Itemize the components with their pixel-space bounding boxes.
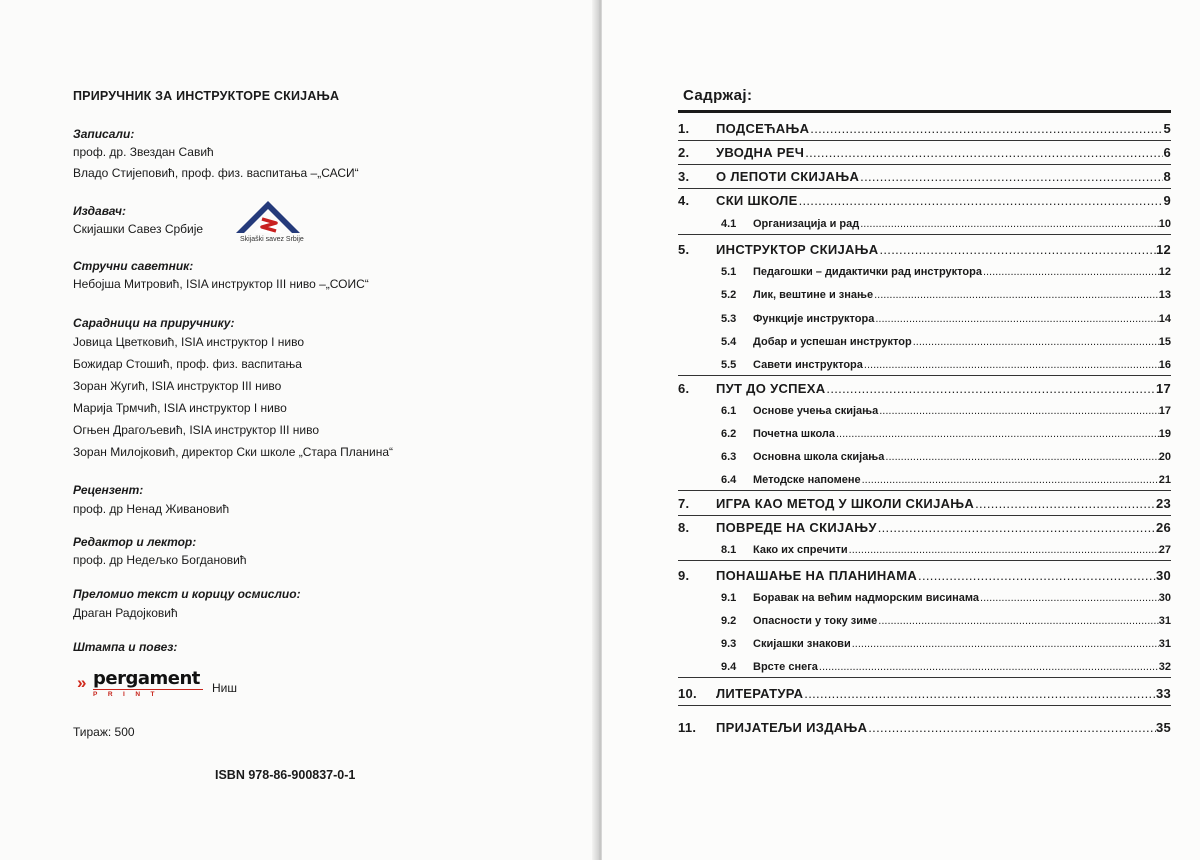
toc-number: 5.5 [721, 359, 737, 371]
toc-title: ПУТ ДО УСПЕХА [716, 381, 826, 396]
toc-number: 10. [678, 686, 697, 701]
toc-number: 1. [678, 121, 690, 136]
toc-leader-dots [804, 145, 1163, 160]
toc-subsection [678, 218, 1171, 230]
design-label: Преломио текст и корицу осмислио: [73, 587, 301, 601]
toc-separator [678, 677, 1171, 678]
toc-number: 5.2 [721, 289, 737, 301]
toc-number: 8.1 [721, 544, 737, 556]
toc-chapter [678, 121, 1171, 136]
toc-subsection [678, 592, 1171, 604]
toc-separator [678, 164, 1171, 165]
toc-chapter [678, 686, 1171, 701]
editor-label: Редактор и лектор: [73, 535, 197, 549]
toc-leader-dots [851, 638, 1159, 650]
toc-page-number: 27 [1158, 544, 1171, 556]
isbn: ISBN 978-86-900837-0-1 [215, 768, 356, 782]
toc-number: 6.3 [721, 451, 737, 463]
toc-subsection [678, 359, 1171, 371]
toc-title: ПОДСЕЋАЊА [716, 121, 810, 136]
toc-title: Добар и успешан инструктор [753, 336, 912, 348]
toc-title: Скијашки знакови [753, 638, 851, 650]
logo-caption: Skijaški savez Srbije [240, 236, 304, 243]
toc-leader-dots [877, 520, 1156, 535]
consultant-label: Стручни саветник: [73, 259, 194, 273]
toc-leader-dots [877, 615, 1158, 627]
toc-page-number: 12 [1158, 266, 1171, 278]
toc-separator [678, 234, 1171, 235]
toc-title: Боравак на већим надморским висинама [753, 592, 980, 604]
toc-separator [678, 560, 1171, 561]
collaborators-label: Сарадници на приручнику: [73, 316, 235, 330]
toc-leader-dots [878, 405, 1159, 417]
toc-separator [678, 375, 1171, 376]
collaborator-line: Јовица Цветковић, ISIA инструктор I ниво [73, 335, 305, 349]
toc-number: 6.1 [721, 405, 737, 417]
toc-title: Методске напомене [753, 474, 861, 486]
toc-leader-dots [979, 592, 1159, 604]
toc-leader-dots [912, 336, 1159, 348]
design-line: Драган Радојковић [73, 606, 178, 620]
toc-title: Педагошки – дидактички рад инструктора [753, 266, 982, 278]
toc-separator [678, 140, 1171, 141]
toc-leader-dots [825, 381, 1156, 396]
toc-number: 9.1 [721, 592, 737, 604]
toc-title: Основна школа скијања [753, 451, 885, 463]
toc-title: ИГРА КАО МЕТОД У ШКОЛИ СКИЈАЊА [716, 496, 975, 511]
toc-separator [678, 188, 1171, 189]
toc-page-number: 19 [1158, 428, 1171, 440]
mountain-logo-icon [232, 197, 304, 237]
toc-subsection [678, 266, 1171, 278]
contents-page [602, 0, 1200, 860]
toc-page-number: 31 [1158, 638, 1171, 650]
printer-sub: PRINT [93, 691, 165, 698]
toc-leader-dots [818, 661, 1159, 673]
toc-number: 6. [678, 381, 690, 396]
printer-city: Ниш [212, 681, 237, 695]
toc-page-number: 14 [1158, 313, 1171, 325]
toc-title: СКИ ШКОЛЕ [716, 193, 798, 208]
toc-subsection [678, 451, 1171, 463]
toc-page-number: 35 [1155, 720, 1171, 735]
toc-separator [678, 515, 1171, 516]
toc-page-number: 15 [1158, 336, 1171, 348]
toc-title: ПОНАШАЊЕ НА ПЛАНИНАМА [716, 568, 918, 583]
printing-label: Штампа и повез: [73, 640, 178, 654]
toc-leader-dots [884, 451, 1158, 463]
toc-page-number: 20 [1158, 451, 1171, 463]
publisher-name: Скијашки Савез Србије [73, 222, 204, 236]
toc-page-number: 13 [1158, 289, 1171, 301]
publisher-label: Издавач: [73, 204, 126, 218]
toc-number: 7. [678, 496, 690, 511]
toc-chapter [678, 169, 1171, 184]
heading-rule [678, 110, 1171, 113]
printer-name: pergament [93, 668, 200, 689]
author-line: Владо Стијеповић, проф. физ. васпитања –„САСИ“ [73, 166, 359, 180]
toc-subsection [678, 313, 1171, 325]
toc-leader-dots [867, 720, 1156, 735]
toc-page-number: 32 [1158, 661, 1171, 673]
toc-number: 4. [678, 193, 690, 208]
toc-number: 6.4 [721, 474, 737, 486]
toc-leader-dots [878, 242, 1155, 257]
toc-leader-dots [863, 359, 1159, 371]
toc-chapter [678, 242, 1171, 257]
toc-leader-dots [803, 686, 1156, 701]
toc-leader-dots [835, 428, 1159, 440]
toc-leader-dots [798, 193, 1164, 208]
toc-page-number: 17 [1158, 405, 1171, 417]
collaborator-line: Зоран Жугић, ISIA инструктор III ниво [73, 379, 282, 393]
toc-leader-dots [873, 289, 1159, 301]
toc-number: 5. [678, 242, 690, 257]
toc-subsection [678, 638, 1171, 650]
toc-number: 4.1 [721, 218, 737, 230]
reviewer-line: проф. др Ненад Живановић [73, 502, 230, 516]
consultant-line: Небојша Митровић, ISIA инструктор III ниво –„СОИС“ [73, 277, 369, 291]
toc-title: ЛИТЕРАТУРА [716, 686, 804, 701]
toc-page-number: 23 [1155, 496, 1171, 511]
toc-page-number: 21 [1158, 474, 1171, 486]
toc-subsection [678, 336, 1171, 348]
toc-number: 9.3 [721, 638, 737, 650]
toc-page-number: 6 [1163, 145, 1171, 160]
toc-page-number: 31 [1158, 615, 1171, 627]
collaborator-line: Зоран Милојковић, директор Ски школе „Стара Планина“ [73, 445, 394, 459]
toc-leader-dots [861, 474, 1159, 486]
toc-leader-dots [859, 169, 1163, 184]
toc-subsection [678, 661, 1171, 673]
reviewer-label: Рецензент: [73, 483, 144, 497]
arrow-icon: » [77, 673, 87, 692]
toc-chapter [678, 381, 1171, 396]
toc-chapter [678, 193, 1171, 208]
toc-subsection [678, 405, 1171, 417]
toc-separator [678, 490, 1171, 491]
toc-title: Основе учења скијања [753, 405, 879, 417]
toc-title: Врсте снега [753, 661, 818, 673]
toc-subsection [678, 428, 1171, 440]
toc-title: Опасности у току зиме [753, 615, 878, 627]
toc-page-number: 26 [1155, 520, 1171, 535]
toc-page-number: 10 [1158, 218, 1171, 230]
toc-page-number: 8 [1163, 169, 1171, 184]
toc-chapter [678, 568, 1171, 583]
toc-subsection [678, 474, 1171, 486]
toc-subsection [678, 289, 1171, 301]
toc-subsection [678, 544, 1171, 556]
toc-title: Лик, вештине и знање [753, 289, 874, 301]
book-title: ПРИРУЧНИК ЗА ИНСТРУКТОРЕ СКИЈАЊА [73, 89, 340, 103]
toc-chapter [678, 496, 1171, 511]
toc-leader-dots [974, 496, 1156, 511]
toc-number: 9.4 [721, 661, 737, 673]
author-line: проф. др. Звездан Савић [73, 145, 214, 159]
toc-leader-dots [917, 568, 1156, 583]
toc-title: ПОВРЕДЕ НА СКИЈАЊУ [716, 520, 877, 535]
toc-page-number: 17 [1155, 381, 1171, 396]
toc-number: 8. [678, 520, 690, 535]
collaborator-line: Марија Трмчић, ISIA инструктор I ниво [73, 401, 287, 415]
toc-number: 9.2 [721, 615, 737, 627]
toc-page-number: 9 [1163, 193, 1171, 208]
toc-chapter [678, 720, 1171, 735]
editor-line: проф. др Недељко Богдановић [73, 553, 247, 567]
toc-title: УВОДНА РЕЧ [716, 145, 805, 160]
toc-title: Почетна школа [753, 428, 835, 440]
toc-leader-dots [848, 544, 1159, 556]
toc-title: ПРИЈАТЕЉИ ИЗДАЊА [716, 720, 868, 735]
logo-rule [93, 689, 203, 690]
toc-title: ИНСТРУКТОР СКИЈАЊА [716, 242, 879, 257]
toc-leader-dots [859, 218, 1159, 230]
authors-label: Записали: [73, 127, 135, 141]
toc-number: 5.4 [721, 336, 737, 348]
contents-heading: Садржај: [683, 87, 753, 104]
toc-page-number: 30 [1155, 568, 1171, 583]
toc-page-number: 12 [1155, 242, 1171, 257]
collaborator-line: Огњен Драгољевић, ISIA инструктор III ниво [73, 423, 320, 437]
toc-title: О ЛЕПОТИ СКИЈАЊА [716, 169, 860, 184]
ski-federation-logo [232, 197, 332, 253]
printer-logo [77, 668, 207, 698]
collaborator-line: Божидар Стошић, проф. физ. васпитања [73, 357, 302, 371]
toc-chapter [678, 145, 1171, 160]
toc-leader-dots [874, 313, 1158, 325]
toc-number: 5.3 [721, 313, 737, 325]
toc-separator [678, 705, 1171, 706]
toc-number: 3. [678, 169, 690, 184]
toc-title: Функције инструктора [753, 313, 875, 325]
toc-leader-dots [982, 266, 1159, 278]
toc-chapter [678, 520, 1171, 535]
toc-page-number: 5 [1163, 121, 1171, 136]
toc-number: 9. [678, 568, 690, 583]
toc-page-number: 33 [1155, 686, 1171, 701]
toc-number: 2. [678, 145, 690, 160]
toc-title: Савети инструктора [753, 359, 863, 371]
toc-page-number: 16 [1158, 359, 1171, 371]
toc-number: 11. [678, 720, 697, 735]
toc-page-number: 30 [1158, 592, 1171, 604]
colophon-page [0, 0, 598, 860]
toc-number: 5.1 [721, 266, 737, 278]
toc-title: Организација и рад [753, 218, 860, 230]
print-run: Тираж: 500 [73, 725, 135, 739]
toc-title: Како их спречити [753, 544, 848, 556]
toc-subsection [678, 615, 1171, 627]
toc-number: 6.2 [721, 428, 737, 440]
toc-leader-dots [809, 121, 1163, 136]
